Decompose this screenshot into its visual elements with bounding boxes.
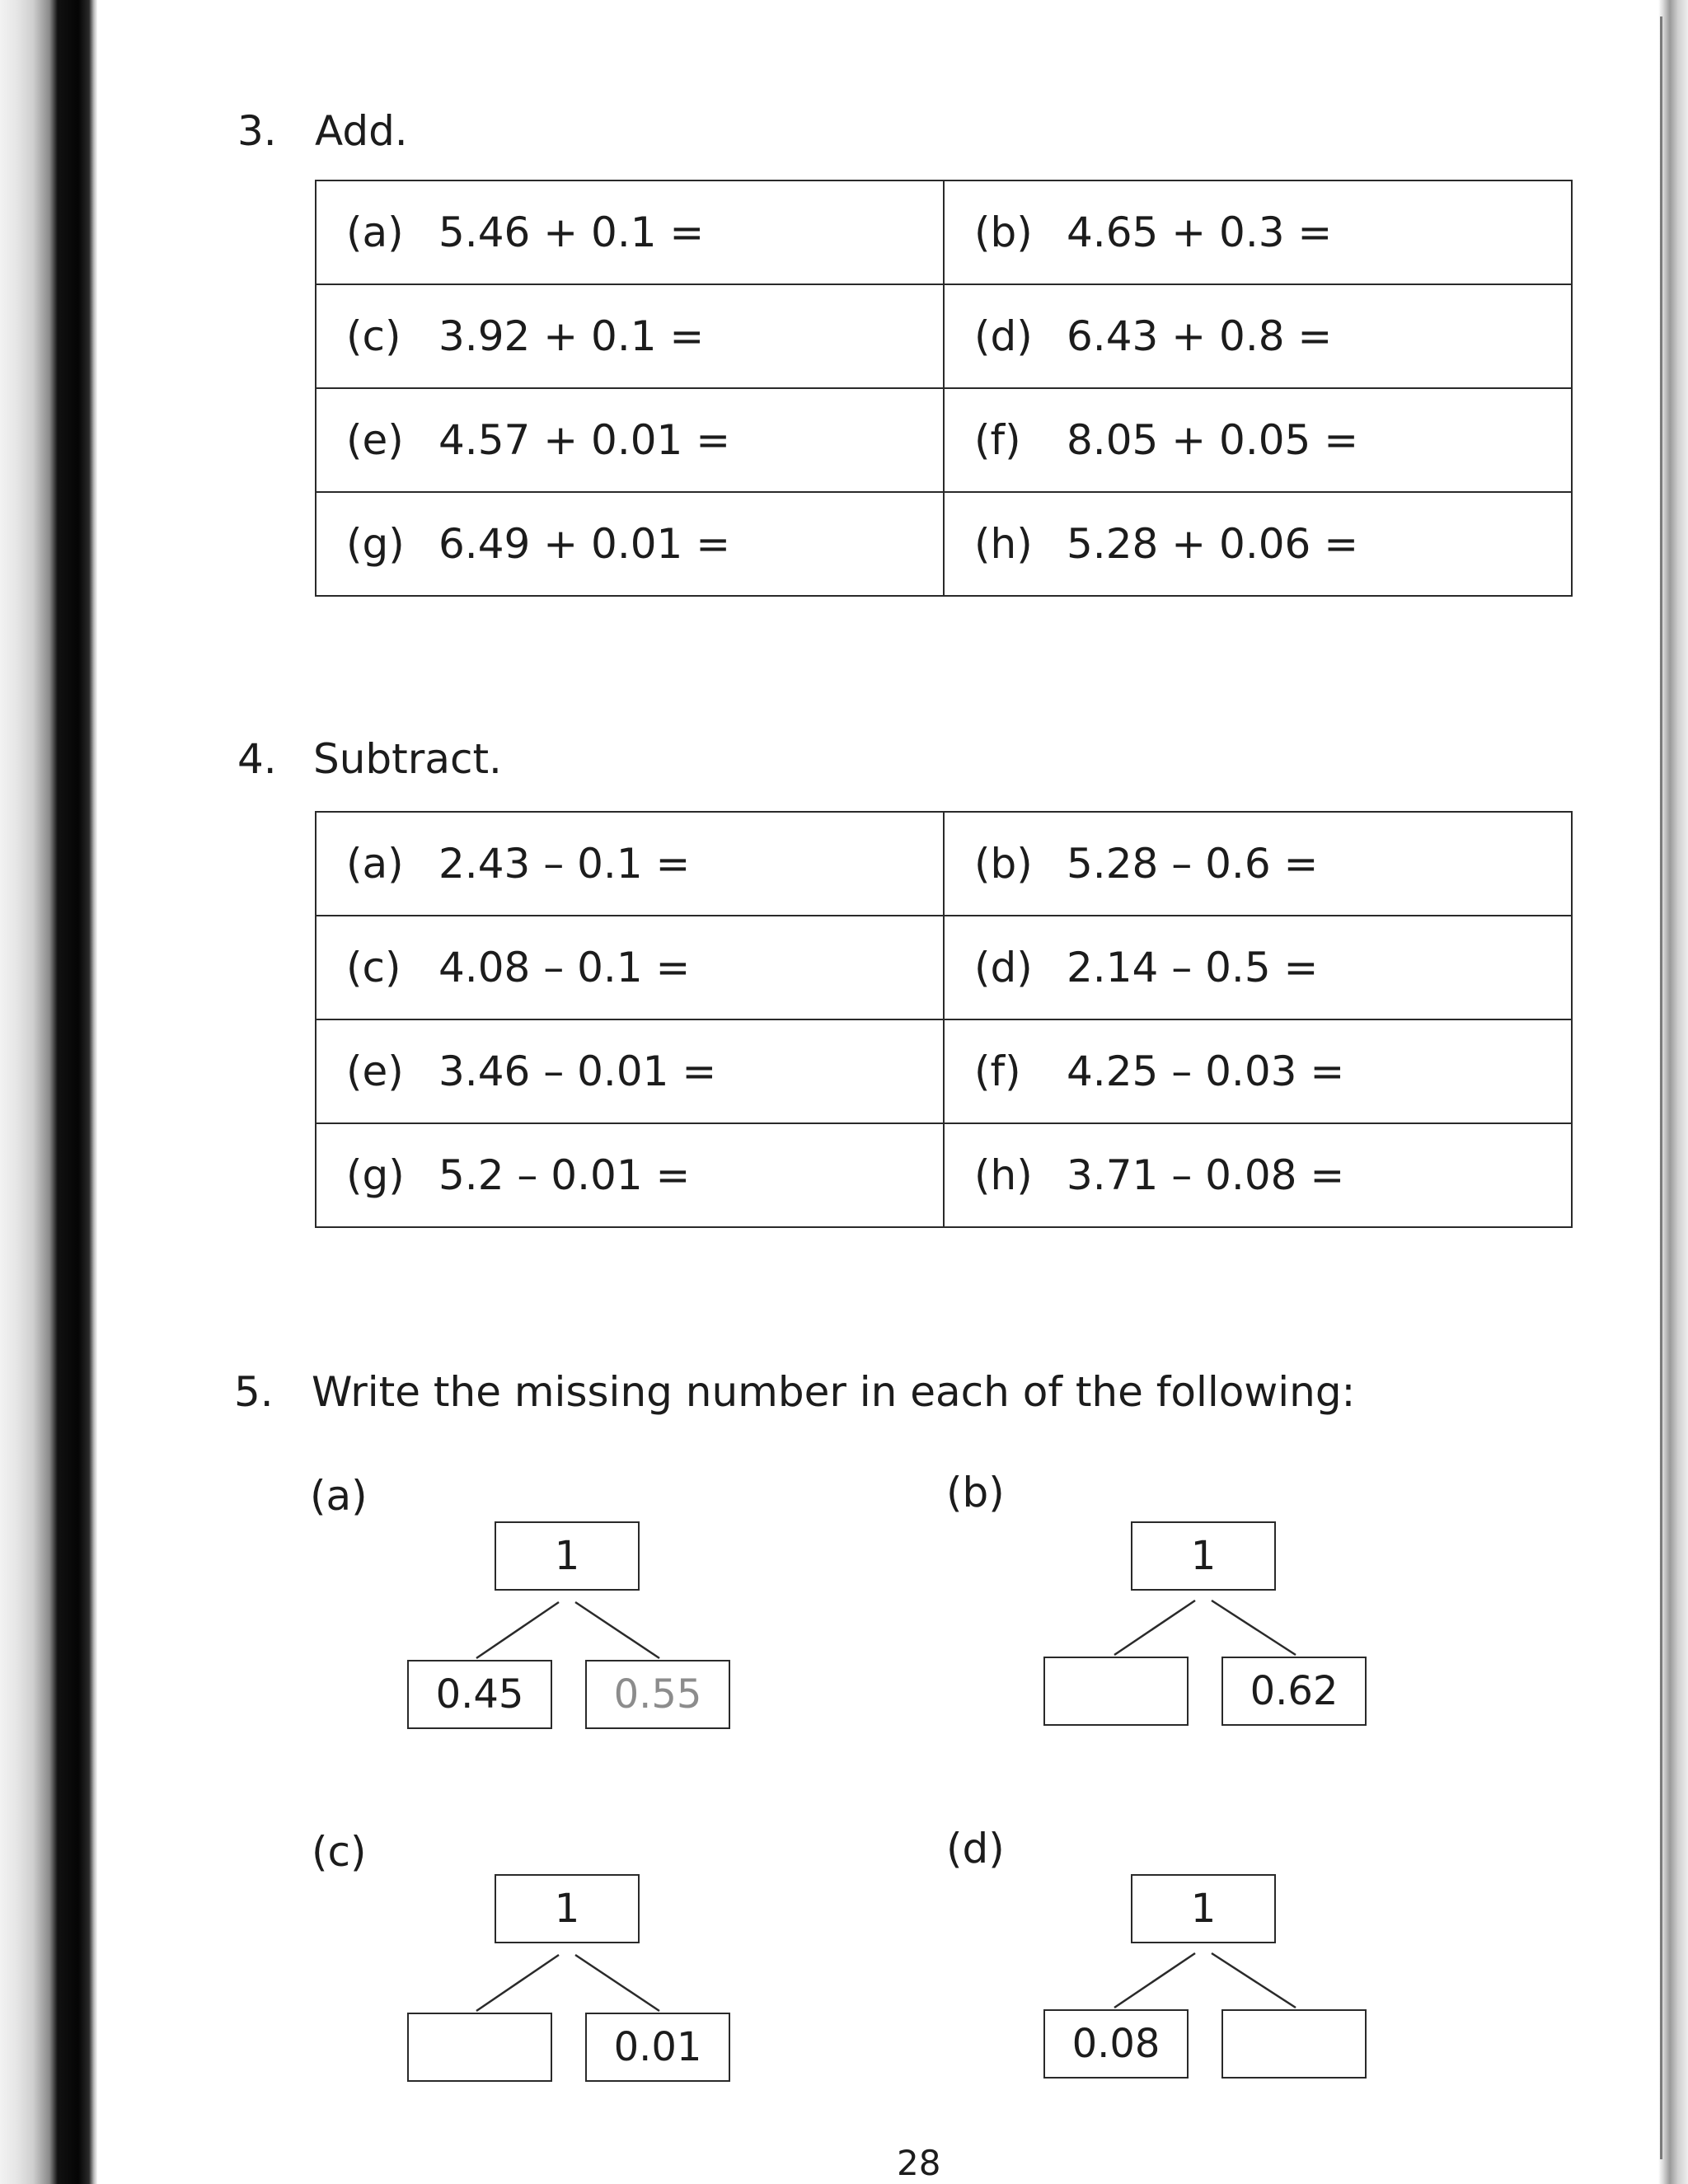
- exercise-label: (f): [974, 416, 1021, 464]
- exercise-expression: 5.28 + 0.06 =: [1067, 520, 1359, 568]
- exercise-label: (g): [346, 520, 405, 568]
- bond-d-right-box[interactable]: [1221, 2009, 1367, 2079]
- exercise-expression: 5.28 – 0.6 =: [1067, 840, 1319, 888]
- page-number: 28: [897, 2143, 941, 2183]
- bond-b-label: (b): [946, 1469, 1005, 1516]
- question-5-instruction: Write the missing number in each of the following:: [312, 1368, 1356, 1416]
- exercise-expression: 5.2 – 0.01 =: [438, 1151, 691, 1199]
- bond-a-whole-box: 1: [495, 1521, 640, 1591]
- exercise-expression: 3.92 + 0.1 =: [438, 312, 705, 360]
- bond-d-left-box: 0.08: [1043, 2009, 1189, 2079]
- bond-a-label: (a): [310, 1472, 368, 1520]
- bond-c-label: (c): [312, 1828, 367, 1876]
- exercise-expression: 4.25 – 0.03 =: [1067, 1047, 1345, 1095]
- exercise-expression: 4.08 – 0.1 =: [438, 944, 691, 991]
- bond-d-label: (d): [946, 1825, 1005, 1872]
- bond-a-right-box: 0.55: [585, 1660, 730, 1729]
- question-4-number: 4.: [237, 735, 277, 783]
- exercise-expression: 8.05 + 0.05 =: [1067, 416, 1359, 464]
- exercise-expression: 2.14 – 0.5 =: [1067, 944, 1319, 991]
- exercise-label: (d): [974, 312, 1033, 360]
- exercise-label: (a): [346, 209, 404, 256]
- bond-a-left-box: 0.45: [407, 1660, 552, 1729]
- question-3-instruction: Add.: [315, 107, 408, 155]
- exercise-label: (d): [974, 944, 1033, 991]
- exercise-label: (c): [346, 312, 401, 360]
- exercise-expression: 4.65 + 0.3 =: [1067, 209, 1333, 256]
- exercise-label: (b): [974, 840, 1033, 888]
- bond-c-whole-box: 1: [495, 1874, 640, 1943]
- exercise-expression: 5.46 + 0.1 =: [438, 209, 705, 256]
- exercise-expression: 6.43 + 0.8 =: [1067, 312, 1333, 360]
- question-3-number: 3.: [237, 107, 277, 155]
- exercise-label: (c): [346, 944, 401, 991]
- exercise-label: (h): [974, 520, 1033, 568]
- exercise-expression: 2.43 – 0.1 =: [438, 840, 691, 888]
- exercise-label: (h): [974, 1151, 1033, 1199]
- bond-d-whole-box: 1: [1131, 1874, 1276, 1943]
- exercise-expression: 6.49 + 0.01 =: [438, 520, 731, 568]
- exercise-expression: 3.46 – 0.01 =: [438, 1047, 717, 1095]
- bond-b-whole-box: 1: [1131, 1521, 1276, 1591]
- exercise-label: (f): [974, 1047, 1021, 1095]
- exercise-label: (a): [346, 840, 404, 888]
- question-4-instruction: Subtract.: [313, 735, 502, 783]
- bond-c-right-box: 0.01: [585, 2013, 730, 2082]
- question-5-number: 5.: [234, 1368, 274, 1416]
- exercise-label: (e): [346, 1047, 404, 1095]
- exercise-label: (e): [346, 416, 404, 464]
- exercise-expression: 3.71 – 0.08 =: [1067, 1151, 1345, 1199]
- exercise-expression: 4.57 + 0.01 =: [438, 416, 731, 464]
- exercise-label: (g): [346, 1151, 405, 1199]
- exercise-label: (b): [974, 209, 1033, 256]
- bond-b-right-box: 0.62: [1221, 1657, 1367, 1726]
